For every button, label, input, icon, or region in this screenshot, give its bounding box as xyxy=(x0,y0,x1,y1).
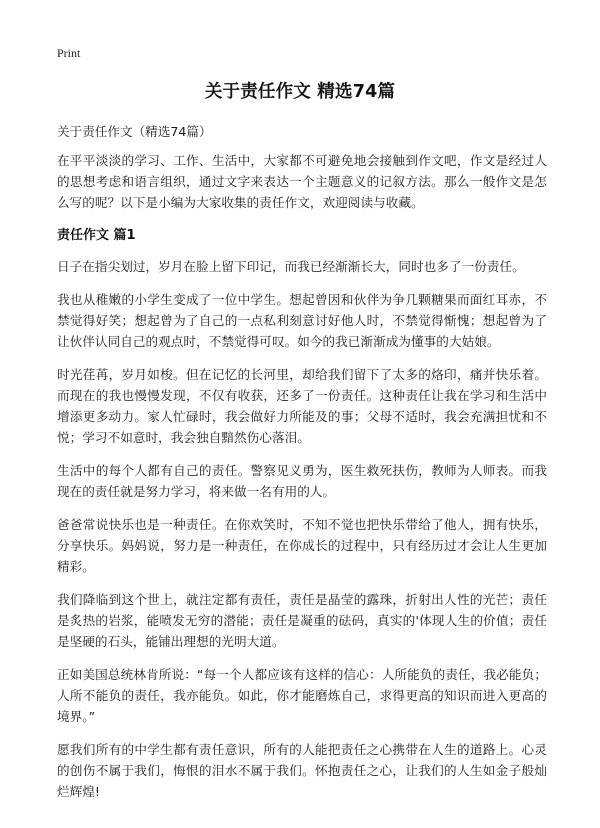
page-subtitle: 关于责任作文（精选74篇） xyxy=(57,124,212,139)
page-title: 关于责任作文 精选74篇 xyxy=(204,82,396,102)
paragraph: 生活中的每个人都有自己的责任。警察见义勇为，医生救死扶伤，教师为人师表。而我现在的责任就是努力学习，将来做一名有用的人。 xyxy=(57,463,547,499)
paragraph: 正如美国总统林肯所说：“每一个人都应该有这样的信心：人所能负的责任，我必能负；人所不能负的责任，我亦能负。如此，你才能磨炼自己，求得更高的知识而进入更高的境界。” xyxy=(57,667,547,724)
paragraph: 我们降临到这个世上，就注定都有责任，责任是晶莹的露珠，折射出人性的光芒；责任是炙热的岩浆，能喷发无穷的潜能；责任是凝重的砝码，真实的'体现人生的价值；责任是坚硬的石头，能铺出理想的光明大道。 xyxy=(57,592,547,649)
paragraph: 日子在指尖划过，岁月在脸上留下印记，而我已经渐渐长大，同时也多了一份责任。 xyxy=(57,259,525,274)
paragraph: 时光荏苒，岁月如梭。但在记忆的长河里，却给我们留下了太多的烙印，痛并快乐着。而现在的我也慢慢发现，不仅有收获，还多了一份责任。这种责任让我在学习和生活中增添更多动力。家人忙碌时，我会做好力所能及的事；父母不适时，我会充满担忧和不悦；学习不如意时，我会独自黯然伤心落泪。 xyxy=(57,367,547,445)
paragraph: 愿我们所有的中学生都有责任意识，所有的人能把责任之心携带在人生的道路上。心灵的创伤不属于我们，悔恨的泪水不属于我们。怀抱责任之心，让我们的人生如金子般灿烂辉煌! xyxy=(57,742,547,799)
print-label[interactable]: Print xyxy=(57,46,81,60)
section-heading: 责任作文 篇1 xyxy=(57,228,136,243)
article-body xyxy=(57,150,547,814)
paragraph: 爸爸常说快乐也是一种责任。在你欢笑时，不知不觉也把快乐带给了他人，拥有快乐，分享快乐。妈妈说，努力是一种责任，在你成长的过程中，只有经历过才会让人生更加精彩。 xyxy=(57,517,547,574)
intro-paragraph: 在平平淡淡的学习、工作、生活中，大家都不可避免地会接触到作文吧，作文是经过人的思想考虑和语言组织，通过文字来表达一个主题意义的记叙方法。那么一般作文是怎么写的呢？以下是小编为大家收集的责任作文，欢迎阅读与收藏。 xyxy=(57,153,547,210)
paragraph: 我也从稚嫩的小学生变成了一位中学生。想起曾因和伙伴为争几颗糖果而面红耳赤，不禁觉得好笑；想起曾为了自己的一点私利刻意讨好他人时，不禁觉得惭愧；想起曾为了让伙伴认同自己的观点时，不禁觉得可叹。如今的我已渐渐成为懂事的大姑娘。 xyxy=(57,292,547,349)
